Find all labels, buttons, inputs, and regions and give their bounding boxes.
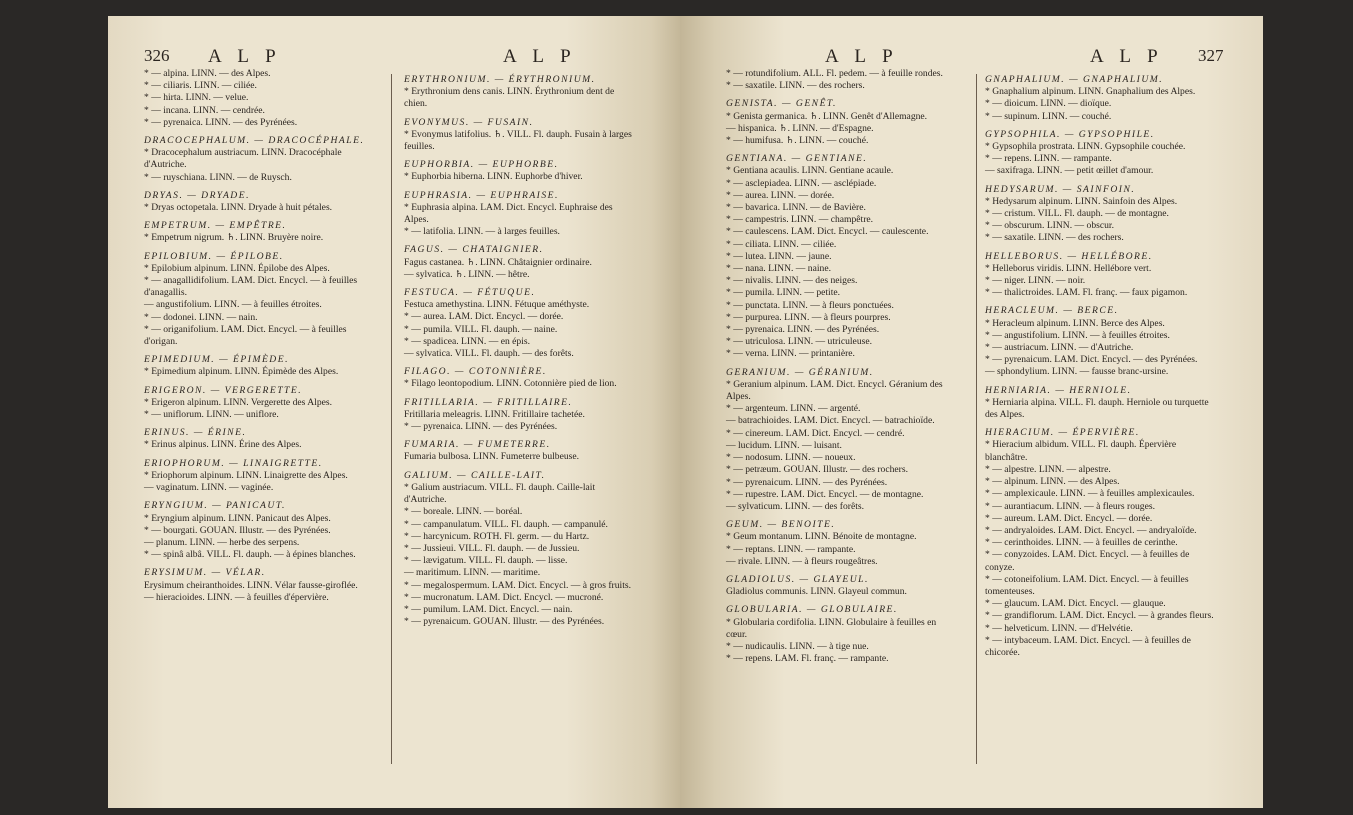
species-entry: * — harcynicum. ROTH. Fl. germ. — du Hartz. — [404, 530, 590, 542]
species-entry: * — repens. LAM. Fl. franç. — rampante. — [726, 653, 889, 665]
species-entry: Fritillaria meleagris. LINN. Fritillaire tachetée. — [404, 408, 585, 420]
genus-heading: ERYTHRONIUM. — ÉRYTHRONIUM. — [404, 74, 596, 85]
species-entry: * Eryngium alpinum. LINN. Panicaut des Alpes. — [144, 512, 331, 524]
species-entry: * — lutea. LINN. — jaune. — [726, 250, 832, 262]
species-entry: * — uniflorum. LINN. — uniflore. — [144, 409, 279, 421]
species-entry: * — cristum. VILL. Fl. dauph. — de montagne. — [985, 208, 1169, 220]
species-entry: * — alpinum. LINN. — des Alpes. — [985, 476, 1120, 488]
genus-heading: ERINUS. — ÉRINE. — [144, 427, 247, 439]
text-column — [726, 68, 958, 665]
running-header: A L P — [503, 46, 577, 67]
species-entry: — saxifraga. LINN. — petit œillet d'amour. — [985, 165, 1154, 177]
species-entry: * — thalictroides. LAM. Fl. franç. — faux pigamon. — [985, 287, 1188, 299]
genus-heading: GNAPHALIUM. — GNAPHALIUM. — [985, 74, 1164, 85]
species-entry: * — origanifolium. LAM. Dict. Encycl. — à feuilles d'origan. — [144, 323, 347, 348]
species-entry: * — verna. LINN. — printanière. — [726, 348, 855, 360]
species-entry: * — angustifolium. LINN. — à feuilles étroites. — [985, 329, 1170, 341]
species-entry: Erysimum cheiranthoides. LINN. Vélar fausse-giroflée. — [144, 579, 358, 591]
species-entry: * — punctata. LINN. — à fleurs ponctuées. — [726, 299, 894, 311]
species-entry: — sylvatica. VILL. Fl. dauph. — des forêts. — [404, 348, 574, 360]
text-column — [985, 68, 1217, 659]
species-entry: * — rupestre. LAM. Dict. Encycl. — de montagne. — [726, 488, 924, 500]
species-entry: * Erigeron alpinum. LINN. Vergerette des Alpes. — [144, 396, 333, 408]
species-entry: * Euphrasia alpina. LAM. Dict. Encycl. Euphraise des Alpes. — [404, 201, 613, 226]
genus-heading: FAGUS. — CHATAIGNIER. — [404, 244, 544, 256]
genus-heading: FILAGO. — COTONNIÈRE. — [404, 366, 547, 378]
genus-heading: GENTIANA. — GENTIANE. — [726, 153, 868, 165]
species-entry: * — latifolia. LINN. — à larges feuilles. — [404, 226, 560, 238]
species-entry: Gladiolus communis. LINN. Glayeul commun. — [726, 586, 907, 598]
species-entry: * — nudicaulis. LINN. — à tige nue. — [726, 640, 869, 652]
species-entry: — maritimum. LINN. — maritime. — [404, 567, 541, 579]
species-entry: — hieracioides. LINN. — à feuilles d'épervière. — [144, 591, 329, 603]
species-entry: — sphondylium. LINN. — fausse branc-ursine. — [985, 366, 1169, 378]
species-entry: Festuca amethystina. LINN. Fétuque améthyste. — [404, 299, 590, 311]
genus-heading: EVONYMUS. — FUSAIN. — [404, 116, 534, 128]
species-entry: * — saxatile. LINN. — des rochers. — [726, 80, 865, 92]
running-header: A L P — [825, 46, 899, 67]
genus-heading: GYPSOPHILA. — GYPSOPHILE. — [985, 128, 1155, 140]
species-entry: * Gnaphalium alpinum. LINN. Gnaphalium des Alpes. — [985, 86, 1196, 98]
genus-heading: HELLEBORUS. — HELLÉBORE. — [985, 250, 1153, 262]
species-entry: * — pumila. VILL. Fl. dauph. — naine. — [404, 323, 558, 335]
genus-heading: FRITILLARIA. — FRITILLAIRE. — [404, 396, 573, 408]
species-entry: — angustifolium. LINN. — à feuilles étroites. — [144, 299, 322, 311]
genus-heading: FUMARIA. — FUMETERRE. — [404, 439, 551, 451]
species-entry: * — intybaceum. LAM. Dict. Encycl. — à feuilles de chicorée. — [985, 634, 1191, 658]
species-entry: * Heracleum alpinum. LINN. Berce des Alpes. — [985, 317, 1165, 329]
species-entry: * — supinum. LINN. — couché. — [985, 110, 1112, 122]
species-entry: — sylvatica. ♄. LINN. — hêtre. — [404, 268, 530, 280]
species-entry: * — conyzoides. LAM. Dict. Encycl. — à feuilles de conyze. — [985, 549, 1190, 573]
species-entry: * — hirta. LINN. — velue. — [144, 92, 249, 104]
species-entry: * — niger. LINN. — noir. — [985, 275, 1086, 287]
species-entry: * — petræum. GOUAN. Illustr. — des rochers. — [726, 464, 908, 476]
species-entry: * — pyrenaicum. LAM. Dict. Encycl. — des Pyrénées. — [985, 354, 1198, 366]
species-entry: * Erinus alpinus. LINN. Érine des Alpes. — [144, 439, 302, 451]
right-page — [680, 16, 1263, 808]
species-entry: * — aurantiacum. LINN. — à fleurs rouges. — [985, 500, 1155, 512]
species-entry: * Hieracium albidum. VILL. Fl. dauph. Épervière blanchâtre. — [985, 439, 1177, 463]
genus-heading: GLADIOLUS. — GLAYEUL. — [726, 573, 869, 585]
genus-heading: ERYNGIUM. — PANICAUT. — [144, 500, 286, 512]
species-entry: * — dioicum. LINN. — dioïque. — [985, 98, 1112, 110]
species-entry: * — pyrenaicum. GOUAN. Illustr. — des Pyrénées. — [404, 616, 605, 628]
species-entry: * — alpina. LINN. — des Alpes. — [144, 68, 271, 79]
species-entry: * Helleborus viridis. LINN. Hellébore vert. — [985, 262, 1152, 274]
species-entry: — batrachioides. LAM. Dict. Encycl. — batrachioïde. — [726, 415, 935, 427]
species-entry: * Gentiana acaulis. LINN. Gentiane acaule. — [726, 165, 894, 177]
species-entry: * — aureum. LAM. Dict. Encycl. — dorée. — [985, 512, 1153, 524]
species-entry: * Epilobium alpinum. LINN. Épilobe des Alpes. — [144, 262, 330, 274]
species-entry: * Epimedium alpinum. LINN. Épimède des Alpes. — [144, 366, 339, 378]
species-entry: * — caulescens. LAM. Dict. Encycl. — caulescente. — [726, 226, 929, 238]
species-entry: * — aurea. LAM. Dict. Encycl. — dorée. — [404, 311, 564, 323]
species-entry: — vaginatum. LINN. — vaginée. — [144, 482, 274, 494]
species-entry: — lucidum. LINN. — luisant. — [726, 439, 842, 451]
genus-heading: EMPETRUM. — EMPÊTRE. — [144, 220, 287, 232]
text-column — [144, 68, 376, 604]
species-entry: * — pumila. LINN. — petite. — [726, 287, 841, 299]
species-entry: * — utriculosa. LINN. — utriculeuse. — [726, 336, 873, 348]
genus-heading: GEUM. — BENOITE. — [726, 519, 836, 531]
species-entry: * — spadicea. LINN. — en épis. — [404, 335, 531, 347]
genus-heading: HERACLEUM. — BERCE. — [985, 305, 1119, 317]
species-entry: * Erythronium dens canis. LINN. Érythronium dent de chien. — [404, 86, 615, 110]
genus-heading: ERIGERON. — VERGERETTE. — [144, 384, 303, 396]
species-entry: * — megalospermum. LAM. Dict. Encycl. — à gros fruits. — [404, 579, 632, 591]
species-entry: * — campanulatum. VILL. Fl. dauph. — campanulé. — [404, 518, 608, 530]
species-entry: * — amplexicaule. LINN. — à feuilles amplexicaules. — [985, 488, 1195, 500]
species-entry: * Herniaria alpina. VILL. Fl. dauph. Herniole ou turquette des Alpes. — [985, 396, 1209, 421]
species-entry: * — spinâ albâ. VILL. Fl. dauph. — à épines blanches. — [144, 549, 356, 561]
species-entry: * Globularia cordifolia. LINN. Globulaire à feuilles en cœur. — [726, 616, 937, 640]
species-entry: * Evonymus latifolius. ♄. VILL. Fl. dauph. Fusain à larges feuilles. — [404, 128, 632, 153]
species-entry: — hispanica. ♄. LINN. — d'Espagne. — [726, 122, 874, 134]
genus-heading: ERIOPHORUM. — LINAIGRETTE. — [144, 457, 323, 469]
species-entry: * — humifusa. ♄. LINN. — couché. — [726, 135, 869, 147]
species-entry: * — dodonei. LINN. — nain. — [144, 311, 258, 323]
species-entry: * — repens. LINN. — rampante. — [985, 153, 1112, 165]
species-entry: * — reptans. LINN. — rampante. — [726, 543, 856, 555]
species-entry: * — andryaloides. LAM. Dict. Encycl. — andryaloïde. — [985, 524, 1197, 536]
species-entry: * — cinereum. LAM. Dict. Encycl. — cendré. — [726, 427, 905, 439]
species-entry: * — mucronatum. LAM. Dict. Encycl. — mucroné. — [404, 591, 604, 603]
species-entry: * — campestris. LINN. — champêtre. — [726, 214, 874, 226]
species-entry: — sylvaticum. LINN. — des forêts. — [726, 500, 865, 512]
column-rule — [976, 74, 977, 764]
genus-heading: GLOBULARIA. — GLOBULAIRE. — [726, 604, 898, 616]
genus-heading: DRACOCEPHALUM. — DRACOCÉPHALE. — [144, 135, 365, 147]
species-entry: * — nodosum. LINN. — noueux. — [726, 452, 856, 464]
species-entry: * — lævigatum. VILL. Fl. dauph. — lisse. — [404, 555, 568, 567]
species-entry: * — bourgati. GOUAN. Illustr. — des Pyrénées. — [144, 524, 331, 536]
species-entry: * — austriacum. LINN. — d'Autriche. — [985, 342, 1134, 354]
species-entry: * — pumilum. LAM. Dict. Encycl. — nain. — [404, 603, 573, 615]
species-entry: * — saxatile. LINN. — des rochers. — [985, 232, 1124, 244]
species-entry: * — asclepiadea. LINN. — asclépiade. — [726, 177, 877, 189]
species-entry: * — ruyschiana. LINN. — de Ruysch. — [144, 171, 292, 183]
column-rule — [391, 74, 392, 764]
species-entry: * — rotundifolium. ALL. Fl. pedem. — à feuille rondes. — [726, 68, 943, 79]
species-entry: * — bavarica. LINN. — de Bavière. — [726, 202, 866, 214]
species-entry: — planum. LINN. — herbe des serpens. — [144, 536, 300, 548]
species-entry: * Gypsophila prostrata. LINN. Gypsophile couchée. — [985, 141, 1186, 153]
species-entry: * — helveticum. LINN. — d'Helvétie. — [985, 622, 1133, 634]
species-entry: * — boreale. LINN. — boréal. — [404, 506, 523, 518]
species-entry: * — Jussieui. VILL. Fl. dauph. — de Jussieu. — [404, 542, 580, 554]
page-number: 326 — [144, 46, 170, 65]
species-entry: * Dracocephalum austriacum. LINN. Dracocéphale d'Autriche. — [144, 147, 342, 171]
species-entry: * Dryas octopetala. LINN. Dryade à huit pétales. — [144, 202, 333, 214]
species-entry: — rivale. LINN. — à fleurs rougeâtres. — [726, 555, 878, 567]
species-entry: * Geranium alpinum. LAM. Dict. Encycl. Géranium des Alpes. — [726, 378, 943, 403]
text-column — [404, 68, 636, 628]
species-entry: * — argenteum. LINN. — argenté. — [726, 403, 861, 415]
genus-heading: EPIMEDIUM. — ÉPIMÈDE. — [144, 354, 289, 366]
species-entry: Fagus castanea. ♄. LINN. Châtaignier ordinaire. — [404, 256, 592, 268]
species-entry: * — anagallidifolium. LAM. Dict. Encycl. — à feuilles d'anagallis. — [144, 275, 358, 299]
species-entry: * — purpurea. LINN. — à fleurs pourpres. — [726, 311, 891, 323]
genus-heading: EUPHORBIA. — EUPHORBE. — [404, 159, 559, 171]
species-entry: * — nivalis. LINN. — des neiges. — [726, 275, 858, 287]
book-spread — [108, 16, 1263, 808]
genus-heading: HIERACIUM. — ÉPERVIÈRE. — [985, 427, 1140, 439]
species-entry: * — aurea. LINN. — dorée. — [726, 189, 835, 201]
genus-heading: GERANIUM. — GÉRANIUM. — [726, 366, 874, 378]
species-entry: * — pyrenaica. LINN. — des Pyrénées. — [726, 324, 880, 336]
species-entry: * — ciliaris. LINN. — ciliée. — [144, 80, 257, 92]
species-entry: * Eriophorum alpinum. LINN. Linaigrette des Alpes. — [144, 469, 348, 481]
genus-heading: HEDYSARUM. — SAINFOIN. — [985, 183, 1136, 195]
left-page — [108, 16, 680, 808]
running-header: A L P — [208, 46, 282, 67]
genus-heading: EPILOBIUM. — ÉPILOBE. — [144, 250, 284, 262]
species-entry: * Euphorbia hiberna. LINN. Euphorbe d'hiver. — [404, 171, 583, 183]
species-entry: * Genista germanica. ♄. LINN. Genêt d'Allemagne. — [726, 110, 928, 122]
species-entry: * Empetrum nigrum. ♄. LINN. Bruyère noire. — [144, 232, 324, 244]
running-header: A L P — [1090, 46, 1164, 67]
species-entry: * — nana. LINN. — naine. — [726, 263, 831, 275]
genus-heading: EUPHRASIA. — EUPHRAISE. — [404, 189, 559, 201]
species-entry: * — alpestre. LINN. — alpestre. — [985, 463, 1111, 475]
species-entry: Fumaria bulbosa. LINN. Fumeterre bulbeuse. — [404, 451, 580, 463]
species-entry: * — pyrenaica. LINN. — des Pyrénées. — [144, 116, 298, 128]
genus-heading: GALIUM. — CAILLE-LAIT. — [404, 469, 546, 481]
genus-heading: DRYAS. — DRYADE. — [144, 189, 250, 201]
species-entry: * — cotoneifolium. LAM. Dict. Encycl. — à feuilles tomenteuses. — [985, 573, 1189, 597]
species-entry: * — pyrenaicum. LINN. — des Pyrénées. — [726, 476, 888, 488]
species-entry: * — ciliata. LINN. — ciliée. — [726, 238, 837, 250]
species-entry: * — obscurum. LINN. — obscur. — [985, 220, 1114, 232]
genus-heading: GENISTA. — GENÊT. — [726, 98, 837, 110]
species-entry: * Galium austriacum. VILL. Fl. dauph. Caille-lait d'Autriche. — [404, 481, 596, 506]
genus-heading: HERNIARIA. — HERNIOLE. — [985, 384, 1132, 396]
species-entry: * — pyrenaica. LINN. — des Pyrénées. — [404, 421, 558, 433]
species-entry: * Filago leontopodium. LINN. Cotonnière pied de lion. — [404, 378, 617, 390]
species-entry: * Geum montanum. LINN. Bénoite de montagne. — [726, 531, 917, 543]
species-entry: * — incana. LINN. — cendrée. — [144, 104, 265, 116]
genus-heading: FESTUCA. — FÉTUQUE. — [404, 287, 536, 299]
species-entry: * — glaucum. LAM. Dict. Encycl. — glauque. — [985, 598, 1166, 610]
species-entry: * Hedysarum alpinum. LINN. Sainfoin des Alpes. — [985, 195, 1178, 207]
page-number: 327 — [1198, 46, 1224, 65]
species-entry: * — cerinthoides. LINN. — à feuilles de cerinthe. — [985, 537, 1178, 549]
species-entry: * — grandiflorum. LAM. Dict. Encycl. — à grandes fleurs. — [985, 610, 1214, 622]
genus-heading: ERYSIMUM. — VÉLAR. — [144, 567, 266, 579]
